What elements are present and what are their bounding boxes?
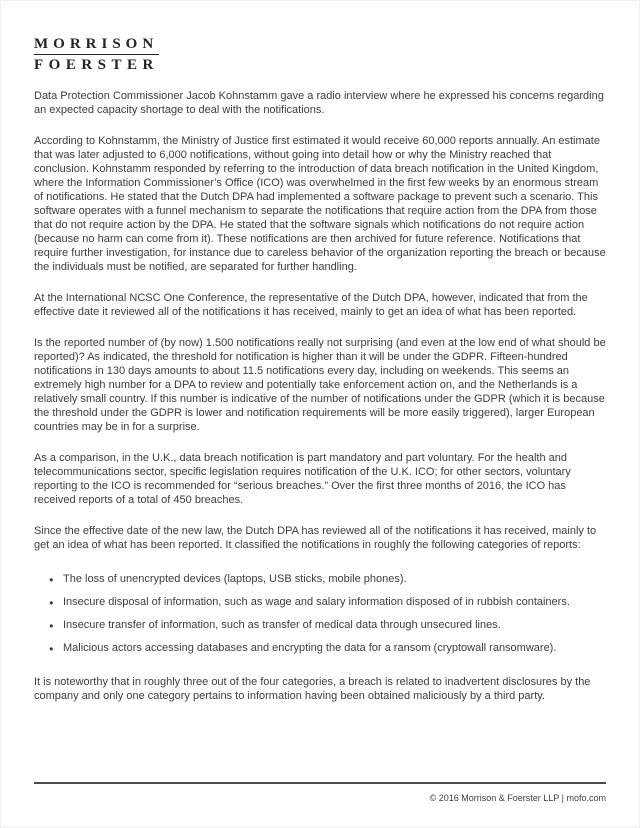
paragraph-ncsc-conference: At the International NCSC One Conference, the representative of the Dutch DPA, however, indicated that from the effective date it reviewed all of the notifications it has received, mainly to get an idea of what has been reported.	[34, 292, 588, 318]
page-footer	[34, 782, 606, 806]
report-categories-list	[34, 572, 606, 655]
bullet-malicious-actors: ● Malicious actors accessing databases and encrypting the data for a ransom (cryptowall ransomware).	[63, 641, 606, 655]
bullet-insecure-transfer: ● Insecure transfer of information, such as transfer of medical data through unsecured lines.	[63, 618, 606, 632]
logo-line-foerster: FOERSTER	[34, 57, 159, 73]
paragraph-notification-numbers: Is the reported number of (by now) 1.500 notifications really not surprising (and even at the low end of what should be reported)? As indicated, the threshold for notification is higher than it will be under the GDPR. Fifteen-hundred notifications in 130 days amounts to about 11.5 notifications every day, including on weekends. This seems an extremely high number for a DPA to review and potentially take enforcement action on, and the Netherlands is a relatively small country. If this number is indicative of the number of notifications under the GDPR (which it is because the threshold under the GDPR is lower and notification requirements will be more easily triggered), larger European countries may be in for a surprise.	[34, 337, 606, 433]
paragraph-kohnstamm-estimates: According to Kohnstamm, the Ministry of Justice first estimated it would receive 60,000 reports annually. An estimate that was later adjusted to 6,000 notifications, without going into detail how or why the Ministry reached that conclusion. Kohnstamm responded by referring to the introduction of data breach notification in the United Kingdom, where the Information Commissioner’s Office (ICO) was overwhelmed in the first few weeks by an enormous stream of notifications. He stated that the Dutch DPA had implemented a software package to prevent such a scenario. This software operates with a funnel mechanism to separate the notifications that require action from the DPA from those that do not require action by the DPA. He stated that the software signals which notifications do not require action (because no harm can come from it). These notifications are then archived for future reference. Notifications that require further investigation, for instance due to careless behavior of the organization reporting the breach or because the individuals must be notified, are separated for further handling.	[34, 135, 606, 273]
paragraph-intro: Data Protection Commissioner Jacob Kohnstamm gave a radio interview where he expressed his concerns regarding an expected capacity shortage to deal with the notifications.	[34, 90, 604, 116]
logo-line-morrison: MORRISON	[34, 36, 159, 55]
paragraph-uk-comparison: As a comparison, in the U.K., data breach notification is part mandatory and part voluntary. For the health and telecommunications sector, specific legislation requires notification of the U.K. ICO; for other sectors, voluntary reporting to the ICO is recommended for “serious breaches.” Over the first three months of 2016, the ICO has received reports of a total of 450 breaches.	[34, 452, 571, 506]
bullet-unencrypted-devices: ● The loss of unencrypted devices (laptops, USB sticks, mobile phones).	[63, 572, 606, 586]
bullet-insecure-disposal: ● Insecure disposal of information, such as wage and salary information disposed of in rubbish containers.	[63, 595, 606, 609]
paragraph-categories-intro: Since the effective date of the new law, the Dutch DPA has reviewed all of the notifications it has received, mainly to get an idea of what has been reported. It classified the notifications in roughly the following categories of reports:	[34, 525, 597, 551]
copyright-text: © 2016 Morrison & Foerster LLP | mofo.com	[429, 793, 606, 803]
morrison-foerster-logo	[34, 36, 159, 74]
paragraph-conclusion: It is noteworthy that in roughly three out of the four categories, a breach is related to inadvertent disclosures by the company and only one category pertains to information having been obtained maliciously by a third party.	[34, 676, 591, 702]
document-content	[1, 1, 639, 703]
